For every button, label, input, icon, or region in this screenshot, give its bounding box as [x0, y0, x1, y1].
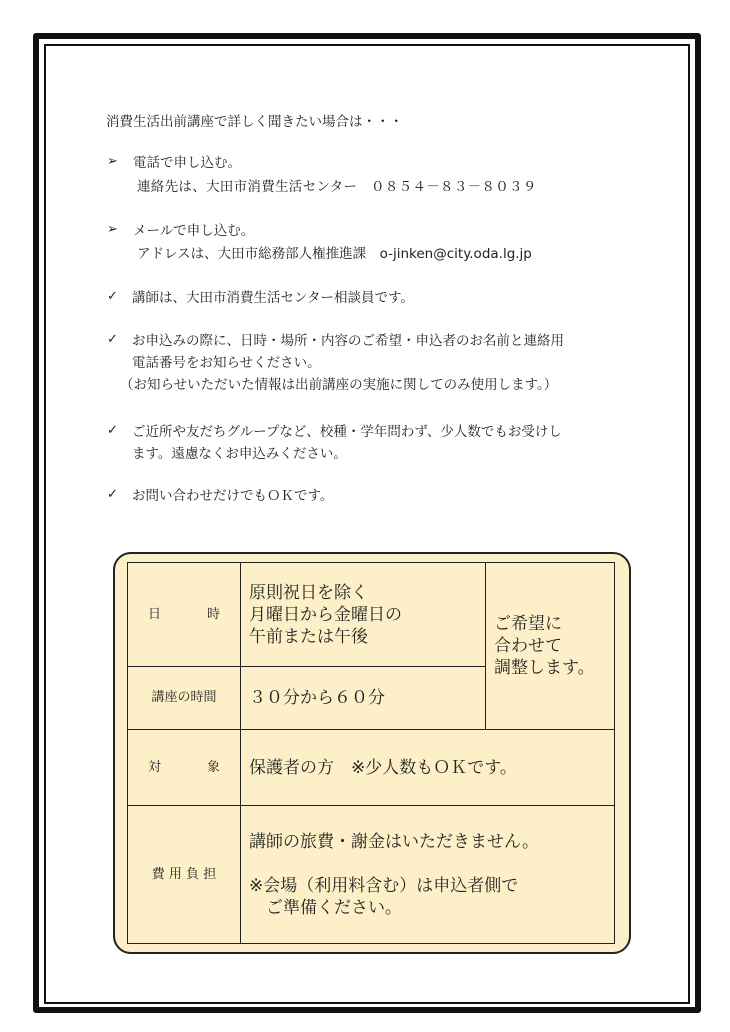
label-char: 時: [206, 606, 220, 622]
table-row: [128, 563, 615, 667]
date-value: [241, 563, 486, 667]
date-label: [128, 563, 241, 667]
label-char: 対: [148, 759, 162, 775]
duration-value: ３０分から６０分: [241, 667, 486, 730]
cost-line: ※会場（利用料含む）は申込者側で: [249, 875, 519, 896]
adjust-line: ご希望に: [494, 614, 562, 634]
target-label: [128, 730, 241, 806]
label-char: 象: [206, 759, 220, 775]
date-line: 月曜日から金曜日の: [249, 604, 402, 625]
group-note-line1: ご近所や友だちグループなど、校種・学年問わず、少人数でもお受けし: [132, 424, 562, 440]
cost-line: 講師の旅費・謝金はいただきません。: [249, 831, 540, 852]
mail-heading: メールで申し込む。: [133, 223, 255, 239]
inquiry-note: お問い合わせだけでもＯＫです。: [132, 488, 334, 504]
privacy-note: （お知らせいただいた情報は出前講座の実施に関してのみ使用します。）: [120, 377, 558, 393]
application-note-line1: お申込みの際に、日時・場所・内容のご希望・申込者のお名前と連絡用: [132, 333, 564, 349]
arrow-bullet-icon: ➢: [107, 222, 118, 237]
cost-line: ご準備ください。: [249, 897, 402, 918]
date-line: 午前または午後: [249, 626, 368, 647]
check-icon: ✓: [107, 487, 118, 502]
phone-contact: 連絡先は、大田市消費生活センター ０８５４－８３－８０３９: [137, 179, 537, 195]
application-note-line2: 電話番号をお知らせください。: [132, 355, 321, 371]
info-table: [127, 562, 615, 944]
duration-label: 講座の時間: [128, 667, 241, 730]
check-icon: ✓: [107, 423, 118, 438]
mail-contact: アドレスは、大田市総務部人権推進課 o-jinken@city.oda.lg.jp: [137, 246, 532, 262]
adjust-note: [486, 563, 615, 730]
target-value: 保護者の方 ※少人数もＯＫです。: [241, 730, 615, 806]
arrow-bullet-icon: ➢: [107, 154, 118, 169]
table-row: [128, 730, 615, 806]
phone-heading: 電話で申し込む。: [133, 155, 241, 171]
cost-value: [241, 806, 615, 944]
label-char: 日: [148, 606, 162, 622]
group-note-line2: ます。遠慮なくお申込みください。: [132, 446, 347, 462]
check-icon: ✓: [107, 289, 118, 304]
cost-label: 費 用 負 担: [128, 806, 241, 944]
adjust-line: 調整します。: [494, 658, 595, 678]
date-line: 原則祝日を除く: [249, 582, 368, 603]
lecturer-note: 講師は、大田市消費生活センター相談員です。: [132, 290, 414, 306]
adjust-line: 合わせて: [494, 636, 562, 656]
table-row: [128, 806, 615, 944]
check-icon: ✓: [107, 332, 118, 347]
intro-text: 消費生活出前講座で詳しく聞きたい場合は・・・: [106, 114, 403, 130]
